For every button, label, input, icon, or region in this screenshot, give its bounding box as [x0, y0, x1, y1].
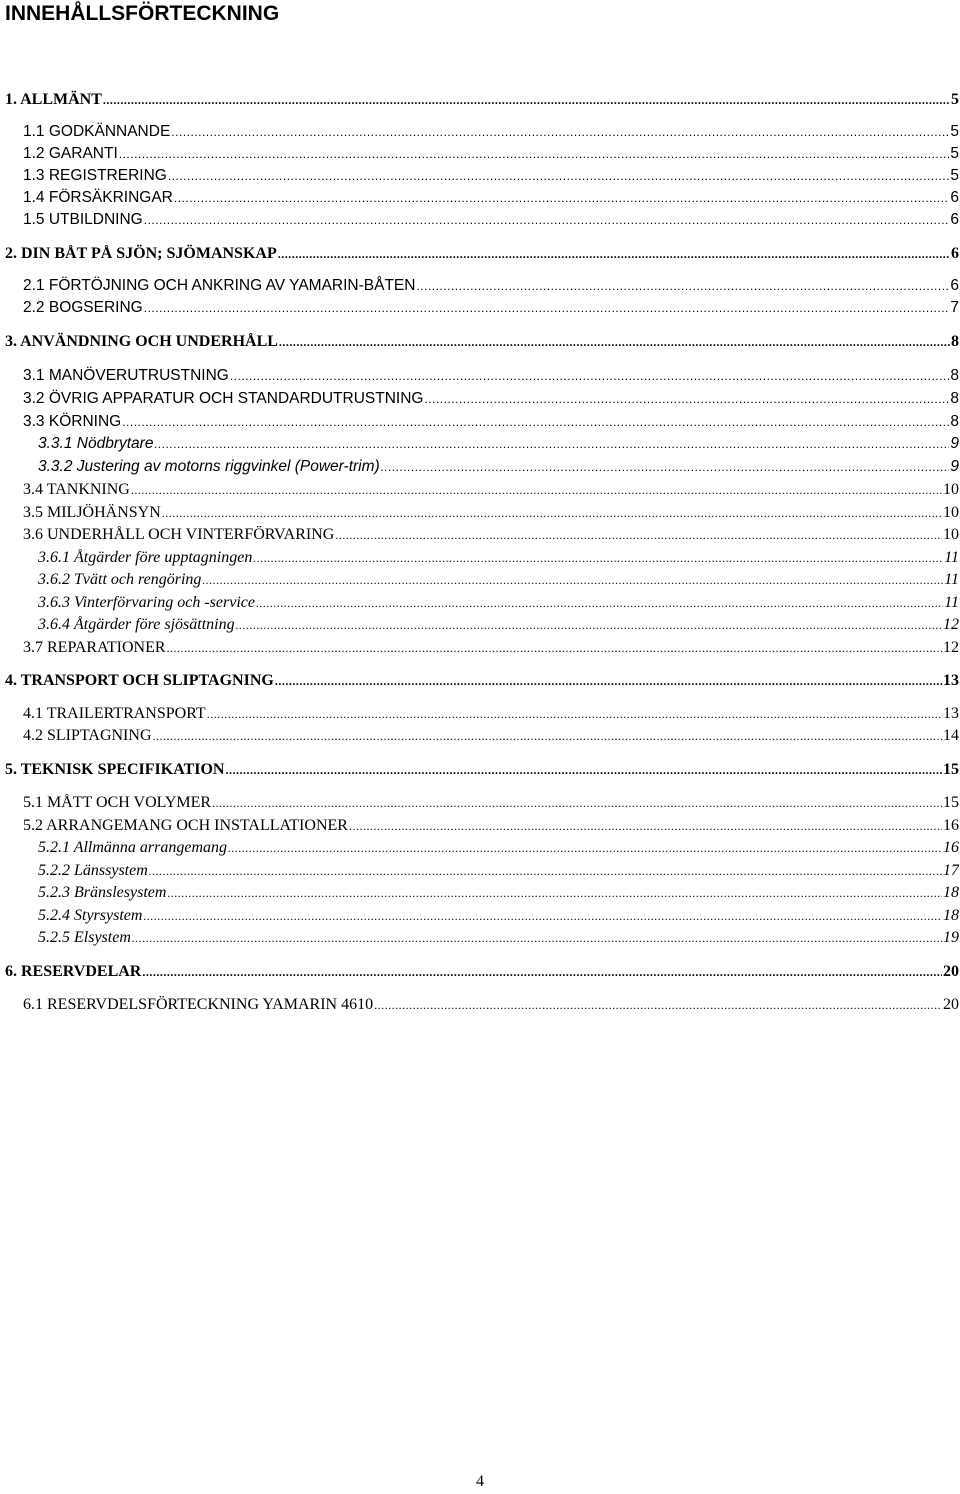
toc-entry-label: 5.2.1 Allmänna arrangemang: [38, 839, 228, 856]
toc-entry-5-2-3[interactable]: [38, 883, 959, 903]
toc-entry-label: 5. TEKNISK SPECIFIKATION: [5, 761, 225, 778]
toc-entry-label: 5.2.5 Elsystem: [38, 929, 131, 946]
toc-entry-page: 8: [951, 333, 959, 350]
toc-entry-label: 5.2 ARRANGEMANG OCH INSTALLATIONER: [23, 817, 348, 834]
toc-entry-label: 3.6 UNDERHÅLL OCH VINTERFÖRVARING: [23, 526, 335, 543]
toc-entry-page: 6: [950, 211, 959, 228]
toc-entry-page: 5: [950, 123, 959, 140]
page-title: INNEHÅLLSFÖRTECKNING: [5, 2, 280, 25]
toc-entry-5-2-5[interactable]: [38, 928, 959, 948]
toc-entry-label: 2.1 FÖRTÖJNING OCH ANKRING AV YAMARIN-BÅTEN: [23, 277, 416, 294]
toc-entry-page: 11: [944, 594, 959, 611]
toc-dot-leader: [279, 332, 950, 352]
toc-entry-3-7[interactable]: [23, 638, 959, 658]
toc-entry-page: 14: [943, 727, 959, 744]
toc-entry-3-1[interactable]: [23, 366, 959, 386]
toc-dot-leader: [122, 412, 949, 432]
toc-entry-1-4[interactable]: [23, 188, 959, 208]
toc-dot-leader: [236, 615, 942, 635]
toc-entry-label: 6.1 RESERVDELSFÖRTECKNING YAMARIN 4610: [23, 996, 374, 1013]
toc-entry-page: 8: [950, 413, 959, 430]
toc-entry-2-1[interactable]: [23, 276, 959, 296]
toc-dot-leader: [416, 276, 949, 296]
toc-dot-leader: [335, 525, 942, 545]
toc-dot-leader: [167, 883, 942, 903]
toc-entry-page: 13: [943, 705, 959, 722]
toc-entry-label: 2. DIN BÅT PÅ SJÖN; SJÖMANSKAP: [5, 245, 277, 262]
toc-entry-label: 3.4 TANKNING: [23, 481, 130, 498]
toc-entry-3-6-4[interactable]: [38, 615, 959, 635]
toc-dot-leader: [154, 434, 949, 454]
toc-entry-label: 6. RESERVDELAR: [5, 963, 142, 980]
toc-entry-label: 1.2 GARANTI: [23, 145, 118, 162]
toc-dot-leader: [143, 906, 942, 926]
toc-entry-label: 3.2 ÖVRIG APPARATUR OCH STANDARDUTRUSTNING: [23, 390, 424, 407]
toc-entry-label: 3.1 MANÖVERUTRUSTNING: [23, 367, 229, 384]
toc-entry-3-3-2[interactable]: [38, 457, 959, 477]
toc-entry-label: 4.2 SLIPTAGNING: [23, 727, 152, 744]
toc-dot-leader: [275, 671, 942, 691]
toc-entry-page: 6: [950, 189, 959, 206]
toc-dot-leader: [253, 548, 943, 568]
toc-entry-1-3[interactable]: [23, 166, 959, 186]
toc-entry-5[interactable]: [5, 760, 959, 780]
toc-dot-leader: [142, 962, 942, 982]
toc-entry-5-2-4[interactable]: [38, 906, 959, 926]
toc-entry-page: 8: [950, 367, 959, 384]
toc-entry-page: 20: [943, 996, 959, 1013]
toc-entry-5-1[interactable]: [23, 793, 959, 813]
toc-dot-leader: [256, 593, 943, 613]
toc-dot-leader: [171, 122, 949, 142]
toc-dot-leader: [212, 793, 942, 813]
toc-entry-3-5[interactable]: [23, 503, 959, 523]
toc-entry-page: 6: [950, 277, 959, 294]
toc-dot-leader: [153, 726, 943, 746]
toc-entry-page: 5: [951, 91, 959, 108]
toc-entry-page: 16: [943, 817, 959, 834]
toc-entry-page: 9: [950, 458, 959, 475]
toc-entry-page: 18: [943, 907, 959, 924]
toc-entry-page: 12: [943, 639, 959, 656]
toc-entry-page: 11: [944, 549, 959, 566]
toc-entry-1-1[interactable]: [23, 122, 959, 142]
toc-entry-1-5[interactable]: [23, 210, 959, 230]
toc-entry-3-4[interactable]: [23, 480, 959, 500]
toc-entry-3-6-2[interactable]: [38, 570, 959, 590]
toc-entry-label: 3.7 REPARATIONER: [23, 639, 166, 656]
toc-entry-6[interactable]: [5, 962, 959, 982]
toc-entry-label: 2.2 BOGSERING: [23, 299, 143, 316]
toc-entry-page: 10: [943, 481, 959, 498]
toc-entry-label: 3.3.1 Nödbrytare: [38, 435, 154, 452]
toc-entry-3-2[interactable]: [23, 389, 959, 409]
toc-entry-6-1[interactable]: [23, 995, 959, 1015]
toc-dot-leader: [144, 210, 950, 230]
toc-entry-label: 3.6.2 Tvätt och rengöring: [38, 571, 202, 588]
toc-entry-label: 3.6.4 Åtgärder före sjösättning: [38, 616, 235, 633]
toc-entry-label: 4.1 TRAILERTRANSPORT: [23, 705, 206, 722]
toc-entry-page: 18: [943, 884, 959, 901]
toc-dot-leader: [174, 188, 950, 208]
toc-entry-3-6[interactable]: [23, 525, 959, 545]
toc-entry-3-6-3[interactable]: [38, 593, 959, 613]
toc-dot-leader: [132, 928, 942, 948]
toc-entry-page: 20: [943, 963, 959, 980]
toc-entry-label: 1.4 FÖRSÄKRINGAR: [23, 189, 173, 206]
toc-entry-label: 5.1 MÅTT OCH VOLYMER: [23, 794, 212, 811]
toc-entry-label: 3.3 KÖRNING: [23, 413, 122, 430]
toc-entry-page: 10: [943, 526, 959, 543]
toc-entry-page: 5: [950, 145, 959, 162]
toc-entry-page: 15: [943, 794, 959, 811]
toc-entry-page: 11: [944, 571, 959, 588]
toc-dot-leader: [349, 816, 942, 836]
toc-entry-page: 15: [943, 761, 959, 778]
toc-entry-page: 12: [943, 616, 959, 633]
toc-dot-leader: [374, 995, 942, 1015]
toc-entry-4-2[interactable]: [23, 726, 959, 746]
toc-entry-page: 9: [950, 435, 959, 452]
toc-dot-leader: [381, 457, 950, 477]
toc-entry-label: 3.6.1 Åtgärder före upptagningen: [38, 549, 253, 566]
toc-dot-leader: [207, 704, 942, 724]
toc-dot-leader: [119, 144, 950, 164]
toc-entry-5-2-1[interactable]: [38, 838, 959, 858]
toc-entry-5-2[interactable]: [23, 816, 959, 836]
toc-entry-label: 3.6.3 Vinterförvaring och -service: [38, 594, 255, 611]
toc-entry-3-6-1[interactable]: [38, 548, 959, 568]
toc-entry-label: 3.5 MILJÖHÄNSYN: [23, 504, 161, 521]
toc-entry-5-2-2[interactable]: [38, 861, 959, 881]
toc-dot-leader: [144, 298, 950, 318]
toc-entry-label: 4. TRANSPORT OCH SLIPTAGNING: [5, 672, 274, 689]
toc-entry-label: 1. ALLMÄNT: [5, 91, 102, 108]
toc-entry-3[interactable]: [5, 332, 959, 352]
toc-entry-label: 5.2.2 Länssystem: [38, 862, 148, 879]
toc-entry-1[interactable]: [5, 90, 959, 110]
toc-entry-page: 13: [943, 672, 959, 689]
toc-entry-4-1[interactable]: [23, 704, 959, 724]
toc-entry-page: 7: [950, 299, 959, 316]
toc-entry-label: 1.3 REGISTRERING: [23, 167, 167, 184]
toc-entry-label: 5.2.4 Styrsystem: [38, 907, 143, 924]
toc-entry-label: 3. ANVÄNDNING OCH UNDERHÅLL: [5, 333, 278, 350]
toc-entry-label: 1.1 GODKÄNNANDE: [23, 123, 171, 140]
toc-entry-page: 17: [943, 862, 959, 879]
toc-entry-2-2[interactable]: [23, 298, 959, 318]
toc-dot-leader: [278, 244, 950, 264]
toc-dot-leader: [162, 503, 942, 523]
toc-entry-3-3-1[interactable]: [38, 434, 959, 454]
toc-entry-page: 10: [943, 504, 959, 521]
toc-dot-leader: [131, 480, 942, 500]
toc-entry-label: 5.2.3 Bränslesystem: [38, 884, 167, 901]
toc-entry-page: 5: [950, 167, 959, 184]
page-number: 4: [476, 1473, 484, 1490]
toc-entry-page: 8: [950, 390, 959, 407]
toc-entry-page: 19: [943, 929, 959, 946]
toc-dot-leader: [103, 90, 950, 110]
toc-dot-leader: [168, 166, 950, 186]
toc-dot-leader: [424, 389, 949, 409]
toc-dot-leader: [230, 366, 950, 386]
toc-dot-leader: [202, 570, 943, 590]
toc-dot-leader: [149, 861, 942, 881]
toc-dot-leader: [225, 760, 942, 780]
toc-entry-1-2[interactable]: [23, 144, 959, 164]
toc-entry-page: 16: [943, 839, 959, 856]
toc-entry-label: 3.3.2 Justering av motorns riggvinkel (Power-trim): [38, 458, 380, 475]
toc-entry-2[interactable]: [5, 244, 959, 264]
toc-entry-3-3[interactable]: [23, 412, 959, 432]
toc-dot-leader: [228, 838, 942, 858]
toc-entry-page: 6: [951, 245, 959, 262]
toc-dot-leader: [167, 638, 942, 658]
toc-entry-label: 1.5 UTBILDNING: [23, 211, 143, 228]
toc-entry-4[interactable]: [5, 671, 959, 691]
